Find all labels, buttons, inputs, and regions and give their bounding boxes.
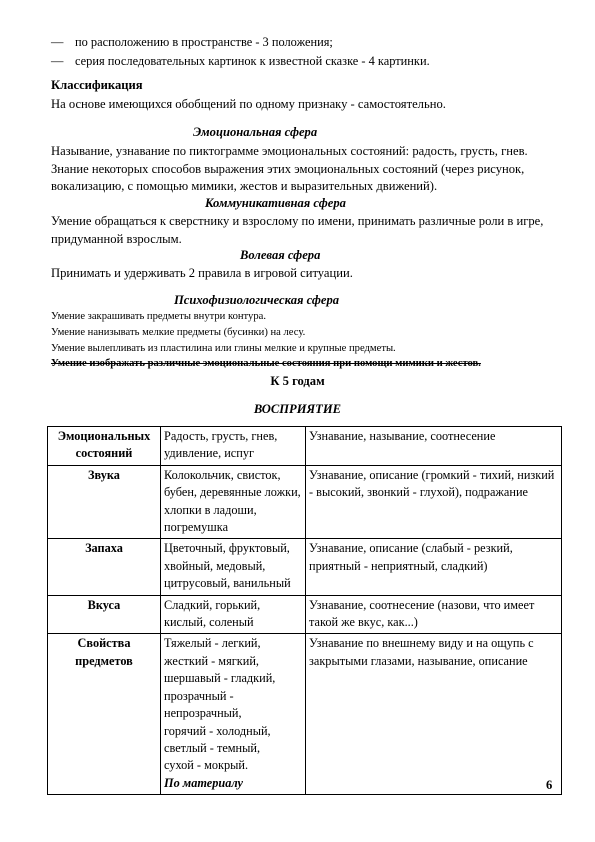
age-title: К 5 годам (270, 374, 325, 388)
row-label: Вкуса (48, 595, 161, 634)
row-examples: Сладкий, горький, кислый, соленый (161, 595, 306, 634)
row-actions: Узнавание, описание (громкий - тихий, низкий - высокий, звонкий - глухой), подражание (306, 465, 562, 539)
classification-text: На основе имеющихся обобщений по одному признаку - самостоятельно. (51, 97, 446, 111)
example-line: горячий - холодный, (164, 723, 271, 738)
example-line: шершавый - гладкий, (164, 671, 276, 686)
row-label: Эмоциональных состояний (48, 427, 161, 466)
example-line: прозрачный - (164, 688, 234, 703)
row-label: Свойства предметов (48, 634, 161, 795)
example-line: сухой - мокрый. (164, 758, 249, 773)
row-label: Запаха (48, 539, 161, 595)
psycho-heading: Психофизиологическая сфера (174, 293, 340, 307)
example-line: непрозрачный, (164, 706, 242, 721)
emotional-heading: Эмоциональная сфера (193, 125, 318, 139)
perception-table (47, 426, 562, 795)
communicative-text: Умение обращаться к сверстнику и взрослому по имени, принимать различные роли в игре, придуманной взрослым. (51, 214, 544, 246)
table-row (48, 595, 562, 634)
example-line: Тяжелый - легкий, (164, 636, 261, 651)
emotional-text: Называние, узнавание по пиктограмме эмоциональных состояний: радость, грусть, гнев. Знание некоторых способов выражения этих эмоциональных состояний (через рисунок, вокализацию, с помощью мимики, жестов и выразительных движений). (51, 144, 528, 194)
row-actions: Узнавание, описание (слабый - резкий, приятный - неприятный, сладкий) (306, 539, 562, 595)
table-row (48, 465, 562, 539)
psycho-line: Умение изображать различные эмоциональные состояния при помощи мимики и жестов. (51, 358, 481, 369)
row-examples: Радость, грусть, гнев, удивление, испуг (161, 427, 306, 466)
example-line: светлый - темный, (164, 740, 261, 755)
volitional-heading: Волевая сфера (240, 248, 321, 262)
row-examples: Колокольчик, свисток, бубен, деревянные ложки, хлопки в ладоши, погремушка (161, 465, 306, 539)
table-row (48, 634, 562, 795)
volitional-text: Принимать и удерживать 2 правила в игровой ситуации. (51, 266, 353, 280)
table-row (48, 539, 562, 595)
communicative-heading: Коммуникативная сфера (205, 196, 346, 210)
example-line: жесткий - мягкий, (164, 653, 260, 668)
classification-heading: Классификация (51, 78, 143, 92)
row-actions: Узнавание, называние, соотнесение (306, 427, 562, 466)
row-examples: Цветочный, фруктовый, хвойный, медовый, цитрусовый, ванильный (161, 539, 306, 595)
bullet-text: по расположению в пространстве - 3 положения; (75, 35, 333, 49)
row-examples (161, 634, 306, 795)
table-row (48, 427, 562, 466)
page-number: 6 (546, 778, 553, 792)
bullet-item (51, 53, 430, 70)
psycho-line: Умение закрашивать предметы внутри контура. (51, 311, 266, 322)
bullet-item (51, 34, 333, 51)
bullet-text: серия последовательных картинок к известной сказке - 4 картинки. (75, 54, 430, 68)
examples-note: По материалу (164, 775, 243, 790)
bullet-dash: — (51, 35, 64, 49)
psycho-line: Умение нанизывать мелкие предметы (бусинки) на лесу. (51, 327, 306, 338)
row-actions: Узнавание по внешнему виду и на ощупь с закрытыми глазами, называние, описание (306, 634, 562, 795)
perception-title: ВОСПРИЯТИЕ (253, 402, 342, 416)
psycho-line: Умение вылепливать из пластилина или глины мелкие и крупные предметы. (51, 343, 396, 354)
bullet-dash: — (51, 54, 64, 68)
row-label: Звука (48, 465, 161, 539)
row-actions: Узнавание, соотнесение (назови, что имеет такой же вкус, как...) (306, 595, 562, 634)
